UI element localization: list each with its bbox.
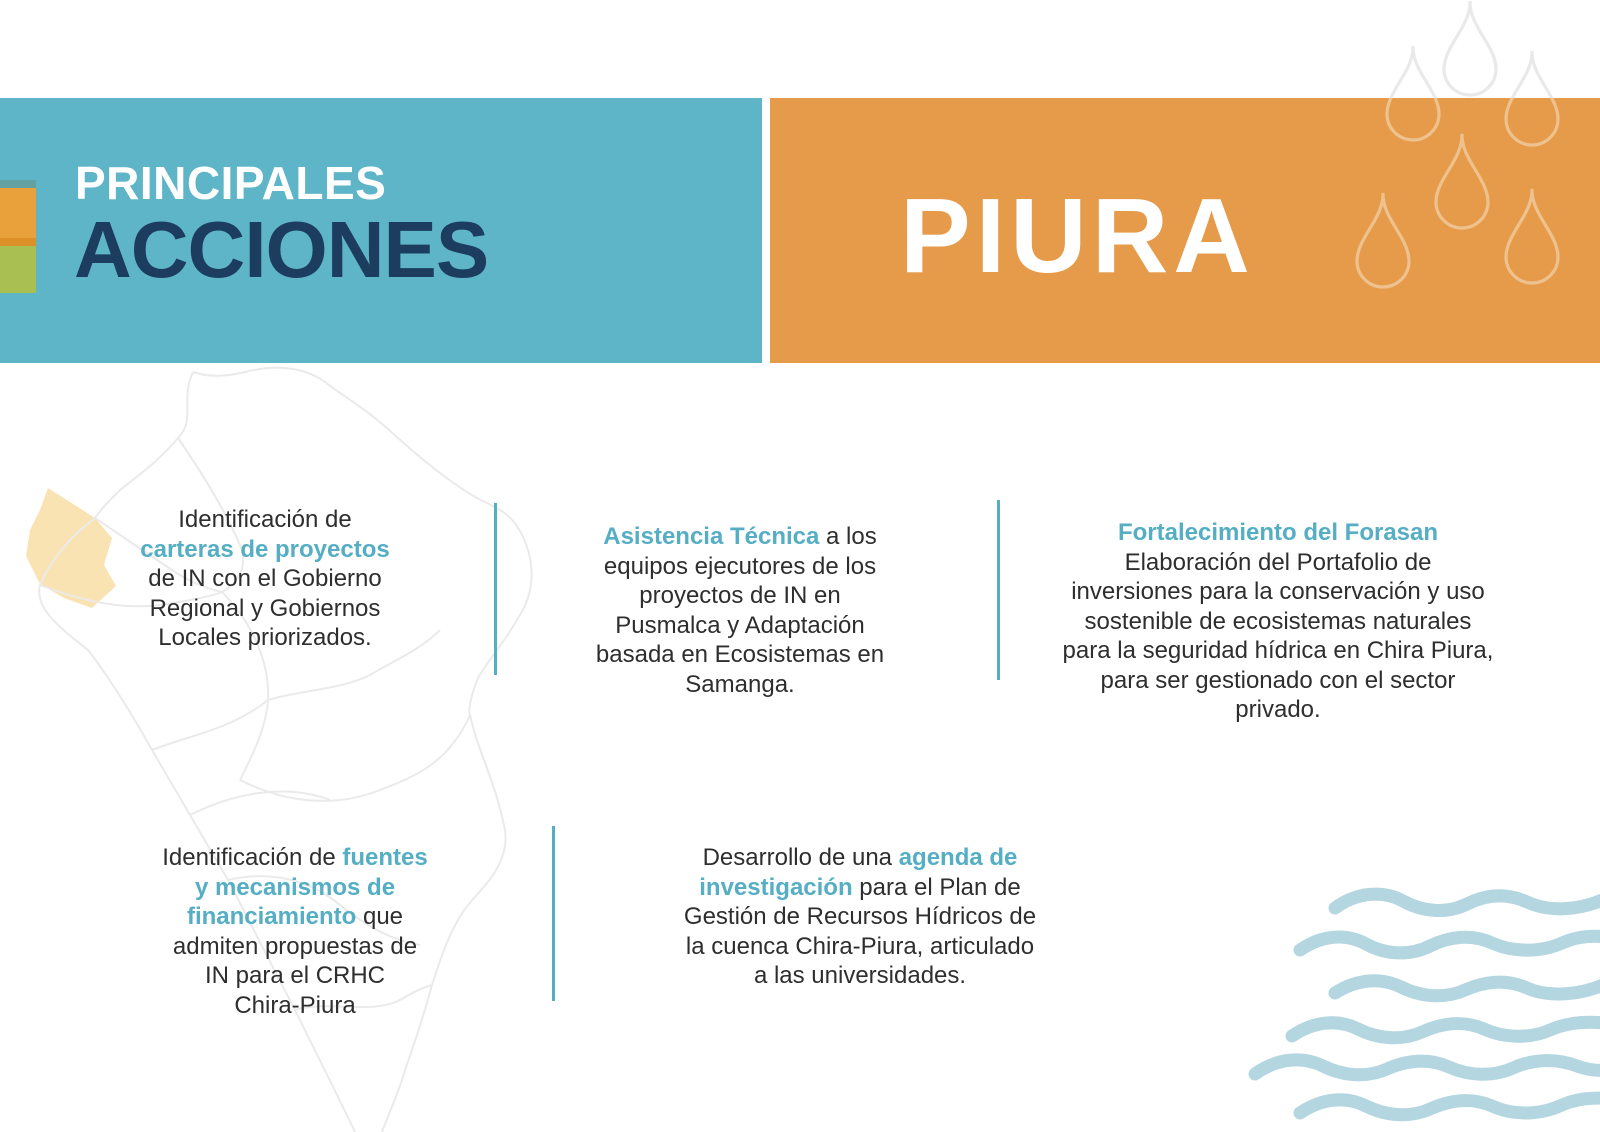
- text-line: [105, 564, 425, 594]
- text-line: [123, 843, 467, 873]
- raindrop-icon: [1436, 134, 1488, 228]
- text-line: [563, 552, 917, 582]
- action-block-4: [123, 843, 467, 1020]
- body-text: a los: [819, 523, 877, 550]
- waves-graphic: [1240, 880, 1600, 1132]
- header-title-piura: PIURA: [900, 177, 1255, 295]
- text-line: [650, 873, 1070, 903]
- raindrops-graphic: [1280, 0, 1600, 320]
- body-text: Identificación de: [178, 506, 352, 533]
- text-line: [123, 902, 467, 932]
- highlighted-text: financiamiento: [186, 903, 357, 930]
- header-left-band: [0, 98, 762, 363]
- text-line: [563, 640, 917, 670]
- body-text: equipos ejecutores de los: [603, 552, 877, 580]
- body-text: basada en Ecosistemas en: [595, 641, 885, 668]
- text-line: [1018, 518, 1538, 548]
- wave-stroke-icon: [1335, 894, 1600, 910]
- text-line: [123, 991, 467, 1021]
- text-line: [650, 902, 1070, 932]
- body-text: para ser gestionado con el sector: [1100, 666, 1456, 694]
- body-text: admiten propuestas de: [172, 932, 418, 960]
- accent-chip-stack: [0, 180, 36, 293]
- text-line: [1018, 666, 1538, 696]
- highlighted-text: agenda de: [898, 844, 1018, 871]
- text-line: [650, 843, 1070, 873]
- body-text: Locales priorizados.: [158, 624, 372, 651]
- body-text: Regional y Gobiernos: [149, 594, 381, 622]
- vertical-divider: [552, 826, 555, 1001]
- header-kicker: PRINCIPALES: [75, 157, 387, 209]
- raindrop-icon: [1357, 193, 1409, 287]
- text-line: [1018, 577, 1538, 607]
- body-text: a las universidades.: [753, 962, 967, 989]
- map-border-line: [240, 715, 470, 801]
- text-line: [105, 623, 425, 653]
- highlighted-text: y mecanismos de: [194, 873, 396, 901]
- text-line: [123, 932, 467, 962]
- text-line: [105, 535, 425, 565]
- wave-stroke-icon: [1300, 936, 1600, 953]
- vertical-divider: [997, 500, 1000, 680]
- body-text: que: [356, 903, 404, 930]
- highlighted-text: Asistencia Técnica: [603, 523, 820, 550]
- body-text: inversiones para la conservación y uso: [1071, 578, 1485, 605]
- body-text: Desarrollo de una: [702, 844, 899, 871]
- body-text: Samanga.: [685, 670, 795, 698]
- accent-chip-dark-orange: [0, 238, 36, 246]
- text-line: [1018, 636, 1538, 666]
- highlighted-text: investigación: [699, 873, 853, 901]
- action-block-2: [563, 522, 917, 699]
- highlighted-text: fuentes: [342, 844, 428, 871]
- accent-chip-orange: [0, 188, 36, 238]
- text-line: [1018, 548, 1538, 578]
- text-line: [1018, 607, 1538, 637]
- action-block-5: [650, 843, 1070, 991]
- map-border-line: [152, 700, 268, 750]
- raindrop-icon: [1506, 51, 1558, 145]
- header-title-acciones: ACCIONES: [74, 205, 489, 294]
- body-text: para la seguridad hídrica en Chira Piura,: [1062, 637, 1494, 664]
- text-line: [563, 670, 917, 700]
- accent-chip-olive: [0, 246, 36, 293]
- text-line: [650, 932, 1070, 962]
- accent-chip-teal: [0, 180, 36, 188]
- body-text: la cuenca Chira-Piura, articulado: [685, 932, 1035, 960]
- text-line: [563, 611, 917, 641]
- wave-stroke-icon: [1300, 1098, 1600, 1115]
- body-text: sostenible de ecosistemas naturales: [1084, 607, 1472, 635]
- text-line: [105, 505, 425, 535]
- wave-stroke-icon: [1255, 1060, 1600, 1075]
- wave-stroke-icon: [1292, 1022, 1600, 1037]
- action-block-1: [105, 505, 425, 653]
- text-line: [563, 522, 917, 552]
- body-text: Pusmalca y Adaptación: [615, 611, 865, 639]
- wave-stroke-icon: [1335, 981, 1600, 996]
- body-text: proyectos de IN en: [639, 582, 841, 609]
- highlighted-text: carteras de proyectos: [140, 535, 390, 563]
- text-line: [563, 581, 917, 611]
- map-border-line: [190, 792, 330, 815]
- body-text: Gestión de Recursos Hídricos de: [683, 903, 1037, 930]
- highlighted-text: Fortalecimiento del Forasan: [1117, 519, 1439, 546]
- raindrop-icon: [1444, 1, 1496, 95]
- body-text: Chira-Piura: [234, 991, 356, 1019]
- text-line: [1018, 695, 1538, 725]
- raindrop-icon: [1506, 189, 1558, 283]
- text-line: [123, 961, 467, 991]
- action-block-3: [1018, 518, 1538, 725]
- text-line: [650, 961, 1070, 991]
- body-text: IN para el CRHC: [204, 962, 386, 989]
- body-text: Identificación de: [162, 844, 343, 871]
- body-text: de IN con el Gobierno: [148, 565, 382, 592]
- body-text: Elaboración del Portafolio de: [1124, 548, 1432, 576]
- body-text: privado.: [1235, 696, 1321, 723]
- text-line: [123, 873, 467, 903]
- text-line: [105, 594, 425, 624]
- body-text: para el Plan de: [852, 873, 1021, 901]
- raindrop-icon: [1387, 46, 1439, 140]
- vertical-divider: [494, 503, 497, 675]
